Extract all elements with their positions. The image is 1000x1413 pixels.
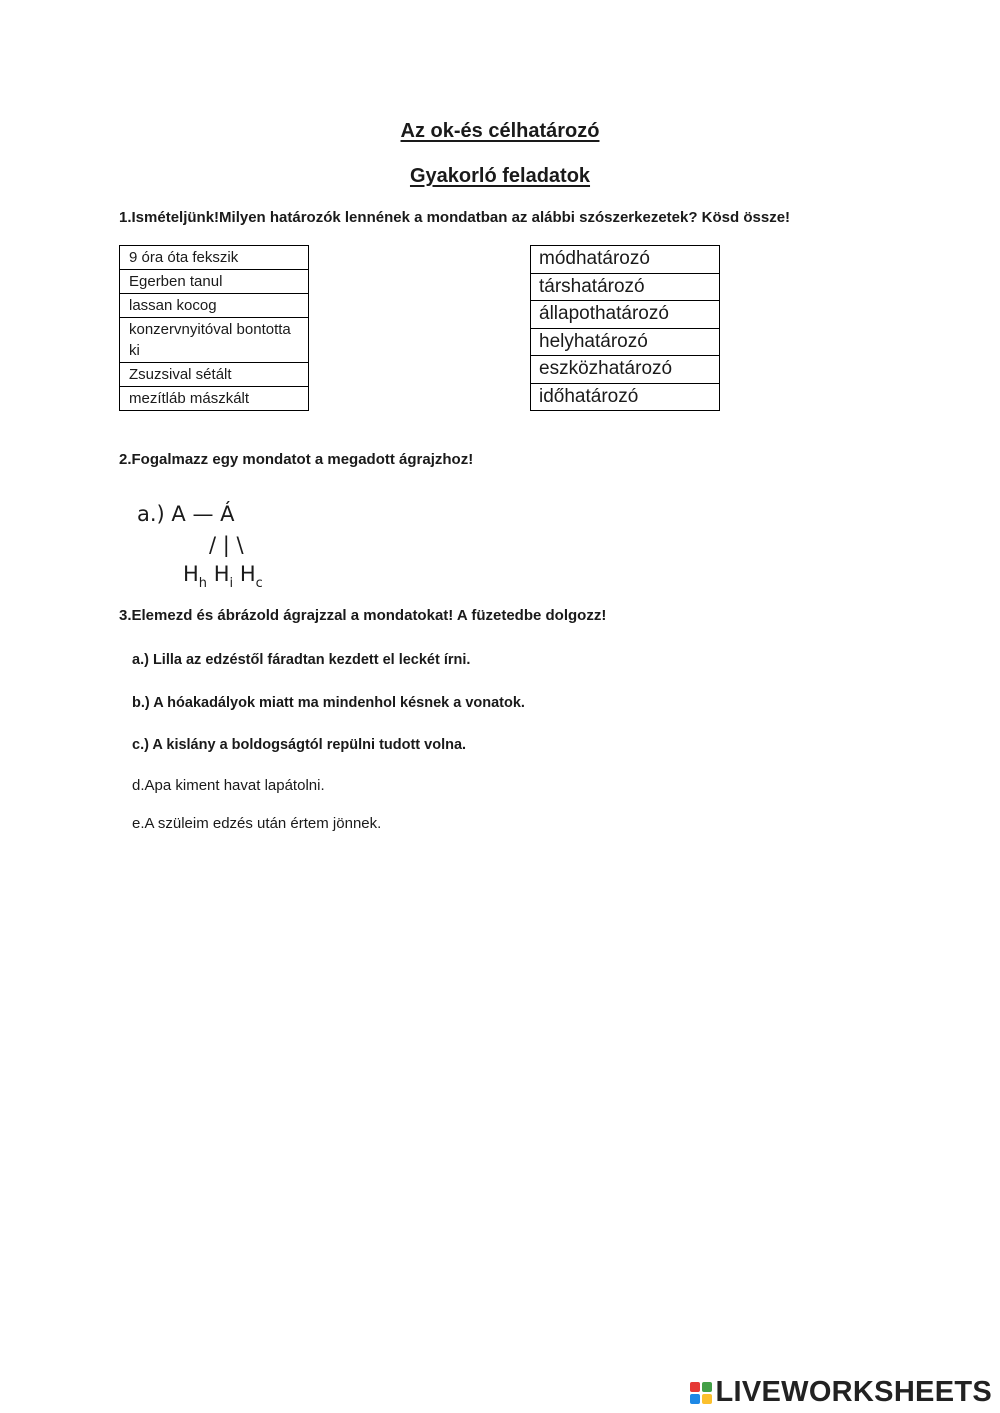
table-row	[120, 270, 309, 294]
phrase-table	[119, 245, 309, 411]
table-row	[531, 383, 720, 411]
table-row	[120, 387, 309, 411]
table-row	[120, 246, 309, 270]
phrase-cell[interactable]: lassan kocog	[120, 294, 309, 318]
table-row	[531, 273, 720, 301]
table-row	[120, 318, 309, 363]
task3-heading: 3.Elemezd és ábrázold ágrajzzal a mondatokat! A füzetedbe dolgozz!	[119, 607, 607, 624]
tree-node: $H_c$	[239, 562, 263, 591]
table-row	[531, 328, 720, 356]
phrase-cell[interactable]: Egerben tanul	[120, 270, 309, 294]
adverbial-table	[530, 245, 720, 411]
table-row	[120, 294, 309, 318]
tree-node: $H_h$	[183, 562, 208, 591]
page-title: Az ok-és célhatározó	[400, 120, 600, 142]
adverbial-cell[interactable]: társhatározó	[531, 273, 720, 301]
table-row	[531, 246, 720, 274]
tree-diagram-line1: a.) A — Á	[137, 502, 235, 526]
logo-text: LIVEWORKSHEETS	[715, 1376, 992, 1408]
phrase-cell[interactable]: Zsuzsival sétált	[120, 363, 309, 387]
adverbial-cell[interactable]: módhatározó	[531, 246, 720, 274]
page-subtitle: Gyakorló feladatok	[409, 165, 591, 187]
table-row	[531, 301, 720, 329]
tree-diagram-branches: / | \	[209, 533, 244, 557]
sentence-a: a.) Lilla az edzéstől fáradtan kezdett el leckét írni.	[132, 652, 471, 668]
liveworksheets-logo[interactable]	[690, 1376, 993, 1409]
adverbial-cell[interactable]: időhatározó	[531, 383, 720, 411]
adverbial-cell[interactable]: eszközhatározó	[531, 356, 720, 384]
adverbial-cell[interactable]: helyhatározó	[531, 328, 720, 356]
sentence-b: b.) A hóakadályok miatt ma mindenhol késnek a vonatok.	[132, 695, 525, 711]
sentence-c: c.) A kislány a boldogságtól repülni tudott volna.	[132, 737, 467, 753]
adverbial-cell[interactable]: állapothatározó	[531, 301, 720, 329]
table-row	[531, 356, 720, 384]
table-row	[120, 363, 309, 387]
tree-diagram-nodes	[183, 562, 263, 591]
phrase-cell[interactable]: mezítláb mászkált	[120, 387, 309, 411]
tree-node: $H_i$	[213, 562, 234, 591]
task2-heading: 2.Fogalmazz egy mondatot a megadott ágrajzhoz!	[119, 451, 474, 468]
sentence-d: d.Apa kiment havat lapátolni.	[132, 777, 325, 794]
phrase-cell[interactable]: 9 óra óta fekszik	[120, 246, 309, 270]
phrase-cell[interactable]: konzervnyitóval bontotta ki	[120, 318, 309, 363]
task1-heading: 1.Ismételjünk!Milyen határozók lennének a mondatban az alábbi szószerkezetek? Kösd össze!	[119, 209, 791, 226]
sentence-e: e.A szüleim edzés után értem jönnek.	[132, 815, 382, 832]
logo-grid-icon	[690, 1382, 712, 1404]
